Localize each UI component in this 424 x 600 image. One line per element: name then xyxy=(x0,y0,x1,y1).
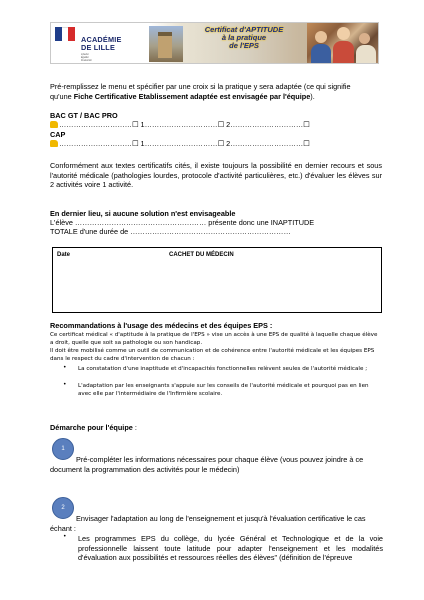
republique-motto: Liberté Égalité Fraternité xyxy=(81,53,92,62)
date-label: Date xyxy=(57,252,71,258)
intro-line-2-bold: Fiche Certificative Etablissement adaptée est envisagée par l'équipe xyxy=(73,91,311,101)
intro-line-2-post: ). xyxy=(310,91,315,101)
building-photo xyxy=(149,26,183,62)
demarche-heading xyxy=(50,423,382,433)
step-2-badge: 2 xyxy=(52,497,74,519)
cap-activity-row[interactable] xyxy=(50,139,310,148)
intro-line-2-pre: qu'une xyxy=(50,91,74,101)
bac-section-title: BAC GT / BAC PRO xyxy=(50,111,118,120)
bac-activity-row[interactable] xyxy=(50,120,310,129)
bullet-dot: • xyxy=(63,382,67,388)
pointing-hand-icon xyxy=(50,121,58,128)
demarche-heading-text: Démarche pour l'équipe xyxy=(50,423,133,432)
last-resort-line-1: L'élève ……………………………………………… présente donc une INAPTITUDE xyxy=(50,218,315,227)
doctor-stamp-box[interactable] xyxy=(52,247,382,313)
recommendations-p2: Il doit être mobilisé comme un outil de communication et de cohérence entre l'autorité médicale et les équipes EPS dans le respect du cadre d'intervention de chacun : xyxy=(50,348,375,362)
recommendations-heading: Recommandations à l'usage des médecins et des équipes EPS : xyxy=(50,321,273,330)
students-photo xyxy=(307,23,379,64)
cap-section-title: CAP xyxy=(50,130,66,139)
step-1-badge: 1 xyxy=(52,438,74,460)
step-2-text: Envisager l'adaptation au long de l'enseignement et jusqu'à l'évaluation certificative le cas échant : xyxy=(50,514,366,533)
last-resort-heading: En dernier lieu, si aucune solution n'est envisageable xyxy=(50,209,236,218)
intro-line-2 xyxy=(50,92,382,102)
conformity-paragraph: Conformément aux textes certificatifs cités, il existe toujours la possibilité en dernier recours et sous l'autorité médicale (pathologies lourdes, protocole d'activité particulières, etc.) d'évaluer les élèves sur 2 activités voire 1 activité. xyxy=(50,161,382,189)
bullet-dot: • xyxy=(63,365,67,371)
academie-logo-text: ACADÉMIE DE LILLE xyxy=(81,35,122,52)
recommendations-p1: Ce certificat médical « d'aptitude à la pratique de l'EPS » vise un accès à une EPS de qualité à laquelle chaque élève a droit, quelle que soit sa pathologie ou son handicap. xyxy=(50,332,378,346)
cap-activity-row-text: …………………………☐ 1…………………………☐ 2…………………………☐ xyxy=(59,139,310,148)
demarche-heading-suffix: : xyxy=(132,423,137,432)
cachet-label: CACHET DU MÉDECIN xyxy=(169,252,234,258)
recommendation-bullet-1: La constatation d'une inaptitude et d'incapacités fonctionnelles relèvent seules de l'autorité médicale ; xyxy=(78,366,368,372)
intro-line-1: Pré-remplissez le menu et spécifier par une croix si la pratique y sera adaptée (ce qui signifie xyxy=(50,82,351,91)
republique-flag-logo xyxy=(55,27,75,45)
bac-activity-row-text: …………………………☐ 1…………………………☐ 2…………………………☐ xyxy=(59,120,310,129)
bullet-dot: • xyxy=(63,534,67,540)
step-2-bullet: Les programmes EPS du collège, du lycée Général et Technologique et de la voie professionnelle laissent toute latitude pour adapter l'enseignement et les modalités d'évaluation aux possibilités et ressources réelles des élèves" (définition de l'épreuve xyxy=(78,534,383,562)
pointing-hand-icon xyxy=(50,140,58,147)
banner-title: Certificat d'APTITUDE à la pratique de l'EPS xyxy=(204,25,284,51)
header-banner xyxy=(50,22,379,64)
recommendation-bullet-2: L'adaptation par les enseignants s'appuie sur les conseils de l'autorité médicale et pourquoi pas en lien avec elle par l'intermédiaire de l'Infirmière scolaire. xyxy=(78,383,369,397)
last-resort-line-2: TOTALE d'une durée de ………………………………………………………… xyxy=(50,227,291,236)
intro-paragraph xyxy=(50,82,382,101)
step-1-text: Pré-compléter les informations nécessaires pour chaque élève (vous pouvez joindre à ce document la programmation des activités pour le médecin) xyxy=(50,455,364,474)
